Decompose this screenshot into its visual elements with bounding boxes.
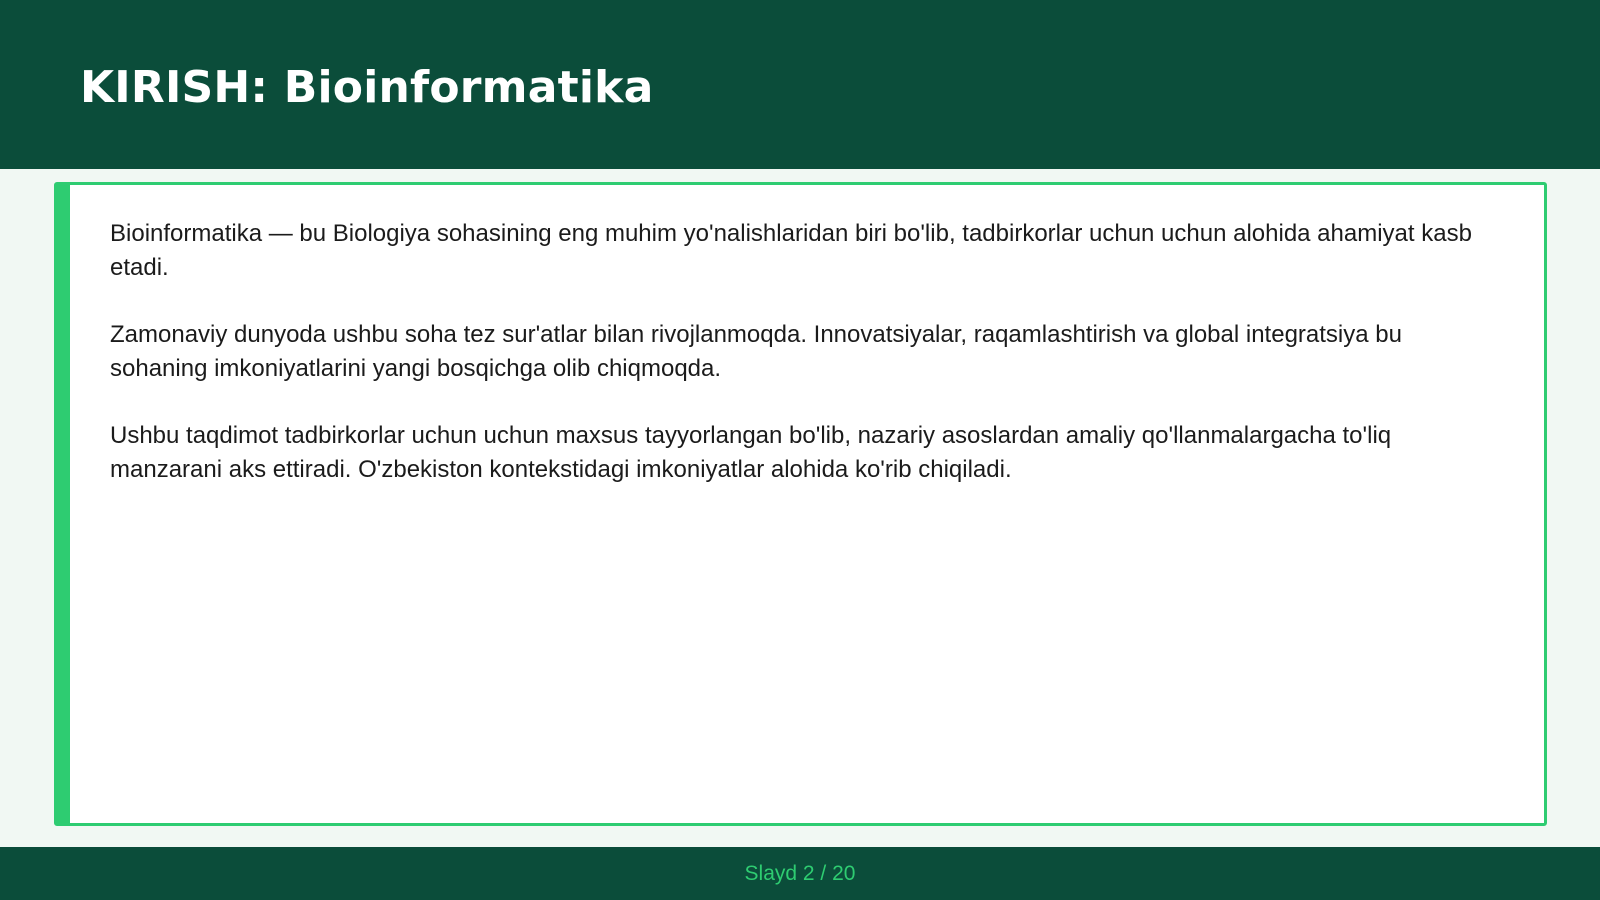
- intro-paragraph: Bioinformatika — bu Biologiya sohasining eng muhim yo'nalishlaridan biri bo'lib, tadbirkorlar uchun uchun alohida ahamiyat kasb etadi.: [110, 220, 1472, 281]
- slide-counter: Slayd 2 / 20: [744, 862, 856, 885]
- slide-header: [0, 0, 1600, 169]
- slide-title: KIRISH: Bioinformatika: [80, 62, 654, 113]
- slide-footer: [0, 847, 1600, 900]
- content-card: [54, 182, 1547, 826]
- presentation-purpose-paragraph: Ushbu taqdimot tadbirkorlar uchun uchun maxsus tayyorlangan bo'lib, nazariy asoslardan amaliy qo'llanmalargacha to'liq manzarani aks ettiradi. O'zbekiston kontekstidagi imkoniyatlar alohida ko'rib chiqiladi.: [110, 422, 1392, 483]
- content-body: [110, 217, 1492, 520]
- development-paragraph: Zamonaviy dunyoda ushbu soha tez sur'atlar bilan rivojlanmoqda. Innovatsiyalar, raqamlashtirish va global integratsiya bu sohaning imkoniyatlarini yangi bosqichga olib chiqmoqda.: [110, 321, 1402, 382]
